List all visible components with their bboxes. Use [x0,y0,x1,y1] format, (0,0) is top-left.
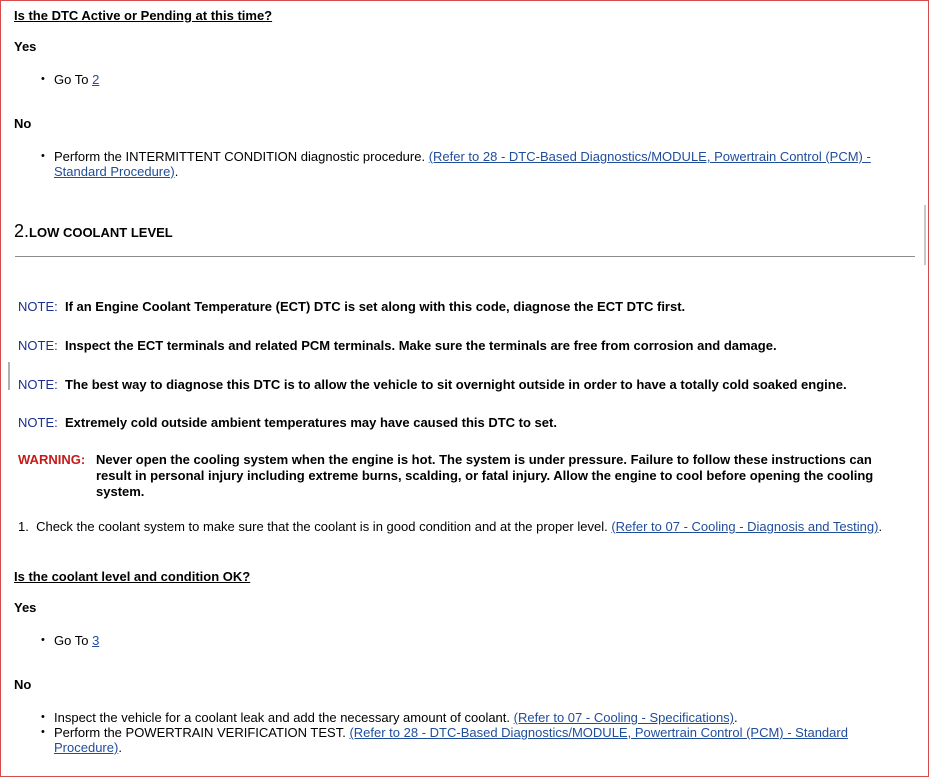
note-4 [18,415,557,430]
goto-prefix: Go To [54,633,93,648]
answer-no-label: No [14,116,32,131]
goto-step-3-link[interactable]: 3 [92,633,100,648]
scrollbar-thumb[interactable] [924,205,926,265]
list-item [54,710,738,725]
bullet-icon: • [41,711,45,723]
note-1 [18,299,685,314]
bullet-icon: • [41,73,45,85]
refer-pcm-standard-procedure-link[interactable]: (Refer to 28 - DTC-Based Diagnostics/MODULE, Powertrain Control (PCM) - Standard Procedure) [54,149,871,179]
note-label: NOTE: [18,338,58,353]
list-item [54,725,904,755]
question-dtc-active: Is the DTC Active or Pending at this time? [14,8,273,23]
list-item-text: Perform the POWERTRAIN VERIFICATION TEST. [54,725,350,740]
list-item-suffix: . [174,164,179,179]
instruction-suffix: . [878,519,883,534]
step-title: LOW COOLANT LEVEL [29,225,173,240]
bullet-icon: • [41,634,45,646]
list-item-suffix: . [734,710,738,725]
refer-pcm-standard-procedure-link[interactable]: (Refer to 28 - DTC-Based Diagnostics/MODULE, Powertrain Control (PCM) - Standard Procedure) [54,725,848,755]
step-number: 2. [14,221,30,241]
refer-cooling-specifications-link[interactable]: (Refer to 07 - Cooling - Specifications) [513,710,734,725]
note-text: Extremely cold outside ambient temperatures may have caused this DTC to set. [64,415,557,430]
goto-step-2-link[interactable]: 2 [92,72,100,87]
question-coolant-ok: Is the coolant level and condition OK? [14,569,251,584]
note-label: NOTE: [18,415,58,430]
note-3 [18,377,847,392]
bullet-icon: • [41,150,45,162]
note-text: Inspect the ECT terminals and related PCM terminals. Make sure the terminals are free from corrosion and damage. [64,338,777,353]
warning-label: WARNING: [18,452,86,467]
warning-text: Never open the cooling system when the engine is hot. The system is under pressure. Failure to follow these instructions can result in personal injury including extreme burns, scalding, or fatal injury. Allow the engine to cool before opening the cooling system. [96,452,874,499]
goto-prefix: Go To [54,72,93,87]
list-item [54,149,904,179]
instruction-text: Check the coolant system to make sure that the coolant is in good condition and at the proper level. [36,519,612,534]
splitter-handle[interactable] [8,362,10,390]
answer-yes-label: Yes [14,600,37,615]
divider [15,256,915,257]
bullet-icon: • [41,726,45,738]
note-text: The best way to diagnose this DTC is to allow the vehicle to sit overnight outside in order to have a totally cold soaked engine. [64,377,847,392]
instruction-item [18,519,882,534]
refer-cooling-diagnosis-link[interactable]: (Refer to 07 - Cooling - Diagnosis and Testing) [611,519,879,534]
answer-yes-label: Yes [14,39,37,54]
step-heading [14,221,173,242]
list-item [54,72,99,87]
note-text: If an Engine Coolant Temperature (ECT) DTC is set along with this code, diagnose the ECT DTC first. [64,299,686,314]
note-label: NOTE: [18,299,58,314]
list-item-text: Inspect the vehicle for a coolant leak and add the necessary amount of coolant. [54,710,514,725]
note-2 [18,338,777,353]
instruction-number: 1. [18,519,29,534]
answer-no-label: No [14,677,32,692]
list-item-suffix: . [118,740,122,755]
list-item-text: Perform the INTERMITTENT CONDITION diagnostic procedure. [54,149,429,164]
note-label: NOTE: [18,377,58,392]
list-item [54,633,99,648]
